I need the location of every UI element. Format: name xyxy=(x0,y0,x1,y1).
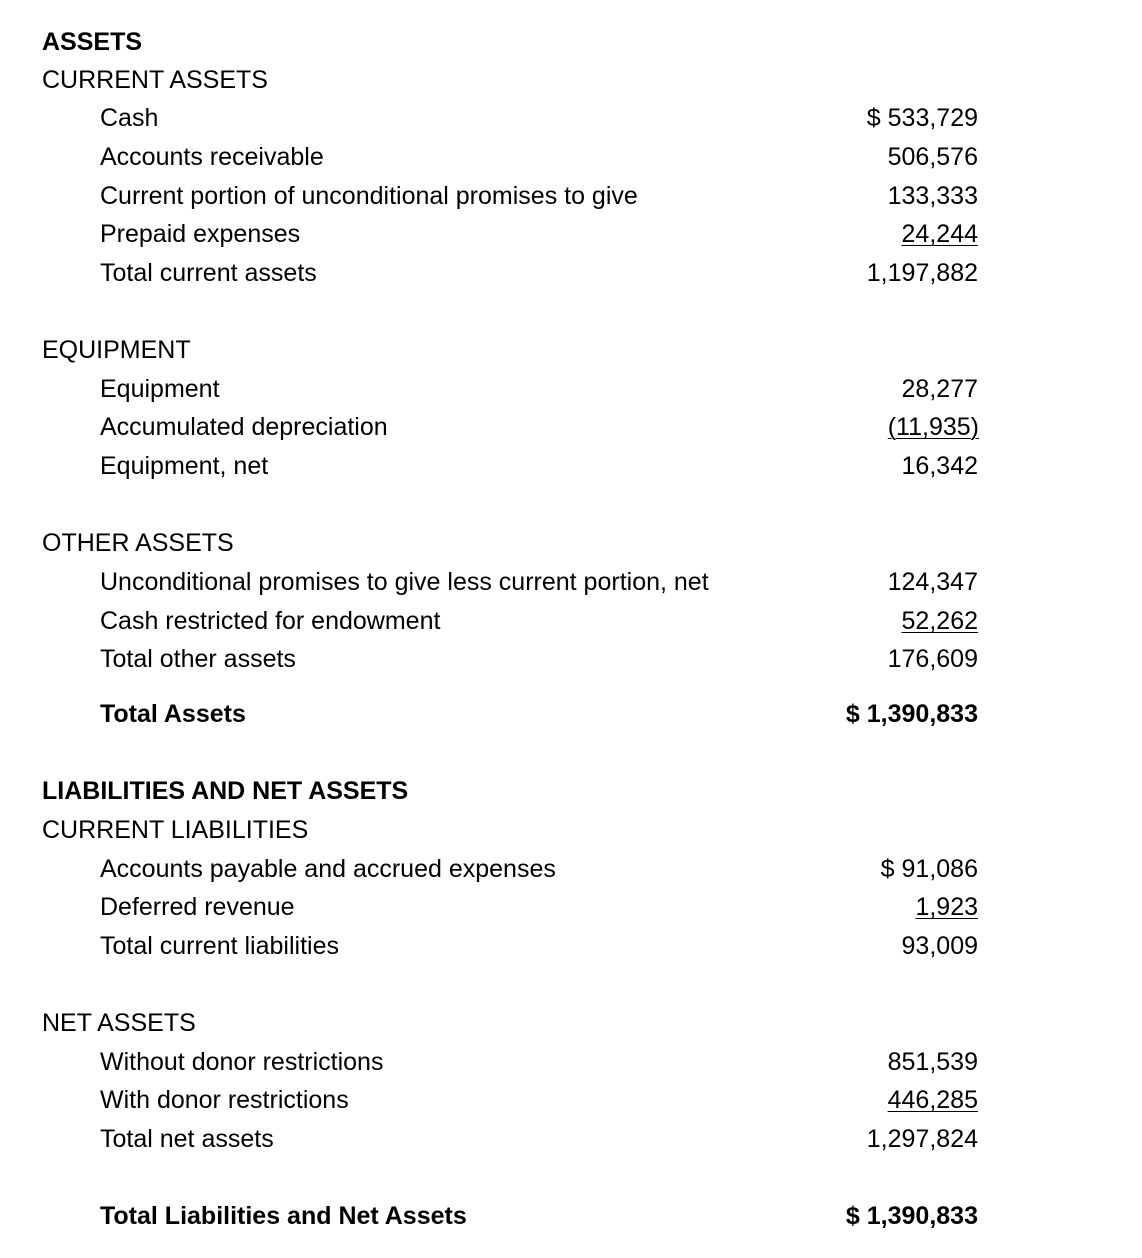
total-liabilities-label: Total Liabilities and Net Assets xyxy=(100,1202,467,1230)
total-assets-row xyxy=(0,696,1142,732)
line-item-amount: 124,347 xyxy=(887,568,978,596)
subtotal-current-assets xyxy=(0,255,1142,291)
line-item-equipment xyxy=(0,371,1142,407)
line-item-label: With donor restrictions xyxy=(100,1086,349,1114)
total-assets-amount: $ 1,390,833 xyxy=(845,700,978,728)
subtotal-amount: 176,609 xyxy=(887,645,978,673)
line-item-accounts-payable xyxy=(0,851,1142,887)
line-item-accumulated-depreciation xyxy=(0,409,1142,445)
subtotal-current-liabilities xyxy=(0,928,1142,964)
current-liabilities-heading-row xyxy=(0,812,1142,848)
current-assets-heading-row xyxy=(0,62,1142,98)
line-item-label: Accounts receivable xyxy=(100,143,324,171)
other-assets-heading: OTHER ASSETS xyxy=(42,529,234,557)
subtotal-other-assets xyxy=(0,641,1142,677)
line-item-amount: 1,923 xyxy=(915,893,978,921)
assets-heading: ASSETS xyxy=(42,28,143,56)
line-item-amount: $ 91,086 xyxy=(880,855,978,883)
line-item-label: Current portion of unconditional promises to give xyxy=(100,182,638,210)
total-assets-label: Total Assets xyxy=(100,700,246,728)
line-item-prepaid-expenses xyxy=(0,216,1142,252)
liabilities-heading-row xyxy=(0,773,1142,809)
equipment-heading-row xyxy=(0,332,1142,368)
current-assets-heading: CURRENT ASSETS xyxy=(42,66,268,94)
line-item-amount: 446,285 xyxy=(887,1086,978,1114)
total-liabilities-amount: $ 1,390,833 xyxy=(845,1202,978,1230)
line-item-without-donor-restrictions xyxy=(0,1044,1142,1080)
line-item-amount: $ 533,729 xyxy=(866,104,978,132)
line-item-amount: (11,935) xyxy=(887,413,979,441)
line-item-label: Cash xyxy=(100,104,159,132)
line-item-amount: 851,539 xyxy=(887,1048,978,1076)
line-item-accounts-receivable xyxy=(0,139,1142,175)
line-item-label: Deferred revenue xyxy=(100,893,295,921)
line-item-amount: 52,262 xyxy=(901,607,978,635)
line-item-amount: 506,576 xyxy=(887,143,978,171)
line-item-label: Unconditional promises to give less current portion, net xyxy=(100,568,709,596)
line-item-label: Equipment xyxy=(100,375,220,403)
line-item-deferred-revenue xyxy=(0,889,1142,925)
subtotal-amount: 93,009 xyxy=(901,932,978,960)
line-item-label: Prepaid expenses xyxy=(100,220,301,248)
line-item-label: Accounts payable and accrued expenses xyxy=(100,855,556,883)
line-item-amount: 133,333 xyxy=(887,182,978,210)
subtotal-label: Total other assets xyxy=(100,645,296,673)
subtotal-equipment-net xyxy=(0,448,1142,484)
net-assets-heading-row xyxy=(0,1005,1142,1041)
line-item-amount: 24,244 xyxy=(901,220,978,248)
subtotal-amount: 1,197,882 xyxy=(866,259,978,287)
net-assets-heading: NET ASSETS xyxy=(42,1009,196,1037)
line-item-cash xyxy=(0,100,1142,136)
line-item-with-donor-restrictions xyxy=(0,1082,1142,1118)
assets-heading-row xyxy=(0,24,1142,60)
line-item-label: Without donor restrictions xyxy=(100,1048,384,1076)
subtotal-net-assets xyxy=(0,1121,1142,1157)
line-item-label: Cash restricted for endowment xyxy=(100,607,441,635)
line-item-cash-restricted xyxy=(0,603,1142,639)
subtotal-label: Total current assets xyxy=(100,259,317,287)
other-assets-heading-row xyxy=(0,525,1142,561)
total-liabilities-row xyxy=(0,1198,1142,1234)
current-liabilities-heading: CURRENT LIABILITIES xyxy=(42,816,309,844)
liabilities-heading: LIABILITIES AND NET ASSETS xyxy=(42,777,409,805)
subtotal-amount: 1,297,824 xyxy=(866,1125,978,1153)
subtotal-amount: 16,342 xyxy=(901,452,978,480)
line-item-promises-noncurrent xyxy=(0,564,1142,600)
subtotal-label: Equipment, net xyxy=(100,452,269,480)
equipment-heading: EQUIPMENT xyxy=(42,336,191,364)
line-item-amount: 28,277 xyxy=(901,375,978,403)
line-item-label: Accumulated depreciation xyxy=(100,413,388,441)
subtotal-label: Total net assets xyxy=(100,1125,274,1153)
line-item-current-promises xyxy=(0,178,1142,214)
subtotal-label: Total current liabilities xyxy=(100,932,339,960)
